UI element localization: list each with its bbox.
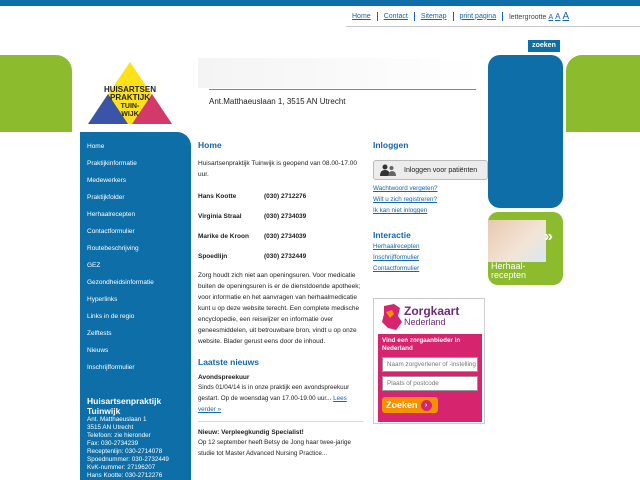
practice-info-line: 3515 AN Utrecht: [87, 424, 134, 431]
zorgkaart-heading: Vind een zorgaanbieder in Nederland: [382, 337, 461, 352]
news-divider: [198, 421, 364, 422]
news-item-body: [198, 382, 364, 415]
logo-text-4: WIJK: [121, 111, 139, 118]
tile-label-line: recepten: [491, 270, 527, 280]
contact-phone: (030) 2734039: [264, 212, 307, 220]
zorgkaart-subtitle: Nederland: [404, 317, 446, 327]
search-button[interactable]: zoeken: [528, 40, 560, 52]
decor-blue-right: [488, 55, 563, 208]
contact-row: [198, 226, 364, 246]
contact-name: Spoedlijn: [198, 252, 228, 260]
sidebar-item-routebeschrijving[interactable]: Routebeschrijving: [87, 245, 139, 252]
contact-name: Hans Kootte: [198, 192, 237, 200]
header-divider: [209, 89, 476, 90]
interactie-links: [373, 241, 420, 274]
logo-text-1: HUISARTSEN: [103, 85, 157, 94]
contact-row: [198, 206, 364, 226]
page-title: Home: [198, 140, 222, 150]
topnav-sitemap-link[interactable]: Sitemap: [415, 12, 454, 21]
topnav-contact-link[interactable]: Contact: [378, 12, 415, 21]
practice-info-title-2: Tuinwijk: [87, 406, 121, 416]
news-item-text: Sinds 01/04/14 is in onze praktijk een avondspreekuur gestart. Op de woensdag van 17.00-19.00 uur...: [198, 384, 350, 402]
topnav-print-link[interactable]: print pagina: [454, 12, 504, 21]
font-size-large-button[interactable]: A: [562, 10, 570, 22]
contact-name: Virginia Straal: [198, 212, 242, 220]
patient-login-label: Inloggen voor patiënten: [404, 166, 478, 174]
news-title: Laatste nieuws: [198, 357, 259, 367]
sidebar-item-hyperlinks[interactable]: Hyperlinks: [87, 296, 118, 303]
main-content: [198, 140, 364, 459]
interactie-title: Interactie: [373, 230, 411, 240]
news-item: [198, 373, 364, 415]
patient-login-button[interactable]: [373, 160, 488, 180]
interactie-contactformulier-link[interactable]: Contactformulier: [373, 265, 420, 272]
sidebar-item-home[interactable]: Home: [87, 143, 105, 150]
interactie-herhaalrecepten-link[interactable]: Herhaalrecepten: [373, 243, 420, 250]
contact-name: Marike de Kroon: [198, 232, 249, 240]
header-address: Ant.Matthaeuslaan 1, 3515 AN Utrecht: [209, 97, 346, 106]
logo-text-2: PRAKTIJK: [109, 93, 151, 102]
intro-text: Huisartsenpraktijk Tuinwijk is geopend van 08.00-17.00 uur.: [198, 160, 357, 178]
zorgkaart-title: Zorgkaart: [404, 304, 460, 318]
font-size-medium-button[interactable]: A: [555, 11, 561, 21]
top-divider: [346, 26, 640, 27]
practice-info: [87, 396, 169, 480]
sidebar-item-praktijkfolder[interactable]: Praktijkfolder: [87, 194, 125, 201]
top-navigation: [346, 6, 569, 26]
place-postcode-input[interactable]: Plaats of postcode: [382, 376, 478, 391]
prescription-photo: [488, 220, 546, 262]
zorgkaart-widget: [373, 298, 485, 424]
news-item-title: Nieuw: Verpleegkundig Specialist!: [198, 429, 304, 436]
sidebar-item-inschrijfformulier[interactable]: Inschrijfformulier: [87, 364, 135, 371]
font-size-control: [503, 11, 569, 22]
read-more-link[interactable]: Lees verder »: [198, 395, 347, 413]
sidebar: [80, 132, 191, 480]
sidebar-menu: [80, 132, 191, 378]
news-item: [198, 428, 364, 459]
login-section: [373, 140, 485, 150]
arrow-right-icon: ›: [421, 400, 432, 411]
font-size-small-button[interactable]: A: [548, 13, 554, 21]
forgot-password-link[interactable]: Wachtwoord vergeten?: [373, 185, 438, 192]
cannot-login-link[interactable]: Ik kan niet inloggen: [373, 207, 428, 214]
zorgkaart-search-form: [378, 334, 482, 422]
register-link[interactable]: Wilt u zich registreren?: [373, 196, 438, 203]
zorgkaart-search-button[interactable]: [382, 397, 438, 413]
sidebar-item-gezondheidsinformatie[interactable]: Gezondheidsinformatie: [87, 279, 154, 286]
decor-green-right: [566, 55, 640, 132]
herhaalrecepten-tile-label: [491, 262, 526, 280]
zorgkaart-search-label: Zoeken: [386, 400, 418, 410]
contact-phone: (030) 2732449: [264, 252, 307, 260]
sidebar-item-contactformulier[interactable]: Contactformulier: [87, 228, 135, 235]
decor-green-left: [0, 55, 72, 132]
double-chevron-right-icon: »: [544, 228, 553, 245]
contact-phone: (030) 2734039: [264, 232, 307, 240]
practice-info-line: Hans Kootte: 030-2712276: [87, 472, 163, 479]
sidebar-item-links-regio[interactable]: Links in de regio: [87, 313, 135, 320]
herhaalrecepten-tile[interactable]: [488, 212, 563, 285]
sidebar-item-gez[interactable]: GEZ: [87, 262, 101, 269]
sidebar-item-medewerkers[interactable]: Medewerkers: [87, 177, 127, 184]
login-title: Inloggen: [373, 140, 409, 150]
contact-row: [198, 246, 364, 266]
sidebar-item-zelftests[interactable]: Zelftests: [87, 330, 112, 337]
practice-logo[interactable]: [80, 58, 188, 128]
logo-text-3: TUIN-: [120, 103, 140, 110]
body-text: Zorg houdt zich niet aan openingsuren. Voor medicatie buiten de openingsuren is er de dienstdoende apotheek; voor informatie en het aanvragen van herhaalmedicatie kunt u op deze website terecht. Een complete medische encyclopedie, een reiswijzer en informatie over geneesmiddelen, uit betrouwbare bron, vindt u op onze website. Blader gerust eens door de inhoud.: [198, 272, 361, 345]
practice-info-line: Telefoon: zie hieronder: [87, 432, 151, 439]
tile-label-line: Herhaal-: [491, 261, 526, 271]
interactie-section: [373, 230, 411, 240]
login-links: [373, 183, 438, 216]
interactie-inschrijfformulier-link[interactable]: Inschrijfformulier: [373, 254, 420, 261]
contact-row: [198, 186, 364, 206]
sidebar-item-herhaalrecepten[interactable]: Herhaalrecepten: [87, 211, 136, 218]
news-item-text: Op 12 september heeft Betsy de Jong haar twee-jarige studie tot Master Advanced Nursing Practice...: [198, 439, 351, 457]
topnav-home-link[interactable]: Home: [346, 12, 378, 21]
sidebar-item-nieuws[interactable]: Nieuws: [87, 347, 109, 354]
practice-info-line: KvK-nummer: 27196207: [87, 464, 156, 471]
practice-info-line: Fax: 030-2734239: [87, 440, 139, 447]
news-item-title: Avondspreekuur: [198, 374, 250, 381]
contact-phone: (030) 2712276: [264, 192, 307, 200]
font-size-label: lettergrootte: [509, 13, 547, 21]
provider-name-input[interactable]: Naam zorgverlener of -instelling: [382, 357, 478, 372]
practice-info-line: Ant. Matthaeuslaan 1: [87, 416, 147, 423]
header-image: [198, 58, 480, 88]
sidebar-item-praktijkinformatie[interactable]: Praktijkinformatie: [87, 160, 137, 167]
users-icon: [380, 164, 396, 176]
practice-info-title-1: Huisartsenpraktijk: [87, 396, 162, 406]
practice-info-line: Spoednummer: 030-2732449: [87, 456, 169, 463]
practice-info-line: Receptenlijn: 030-2714078: [87, 448, 163, 455]
